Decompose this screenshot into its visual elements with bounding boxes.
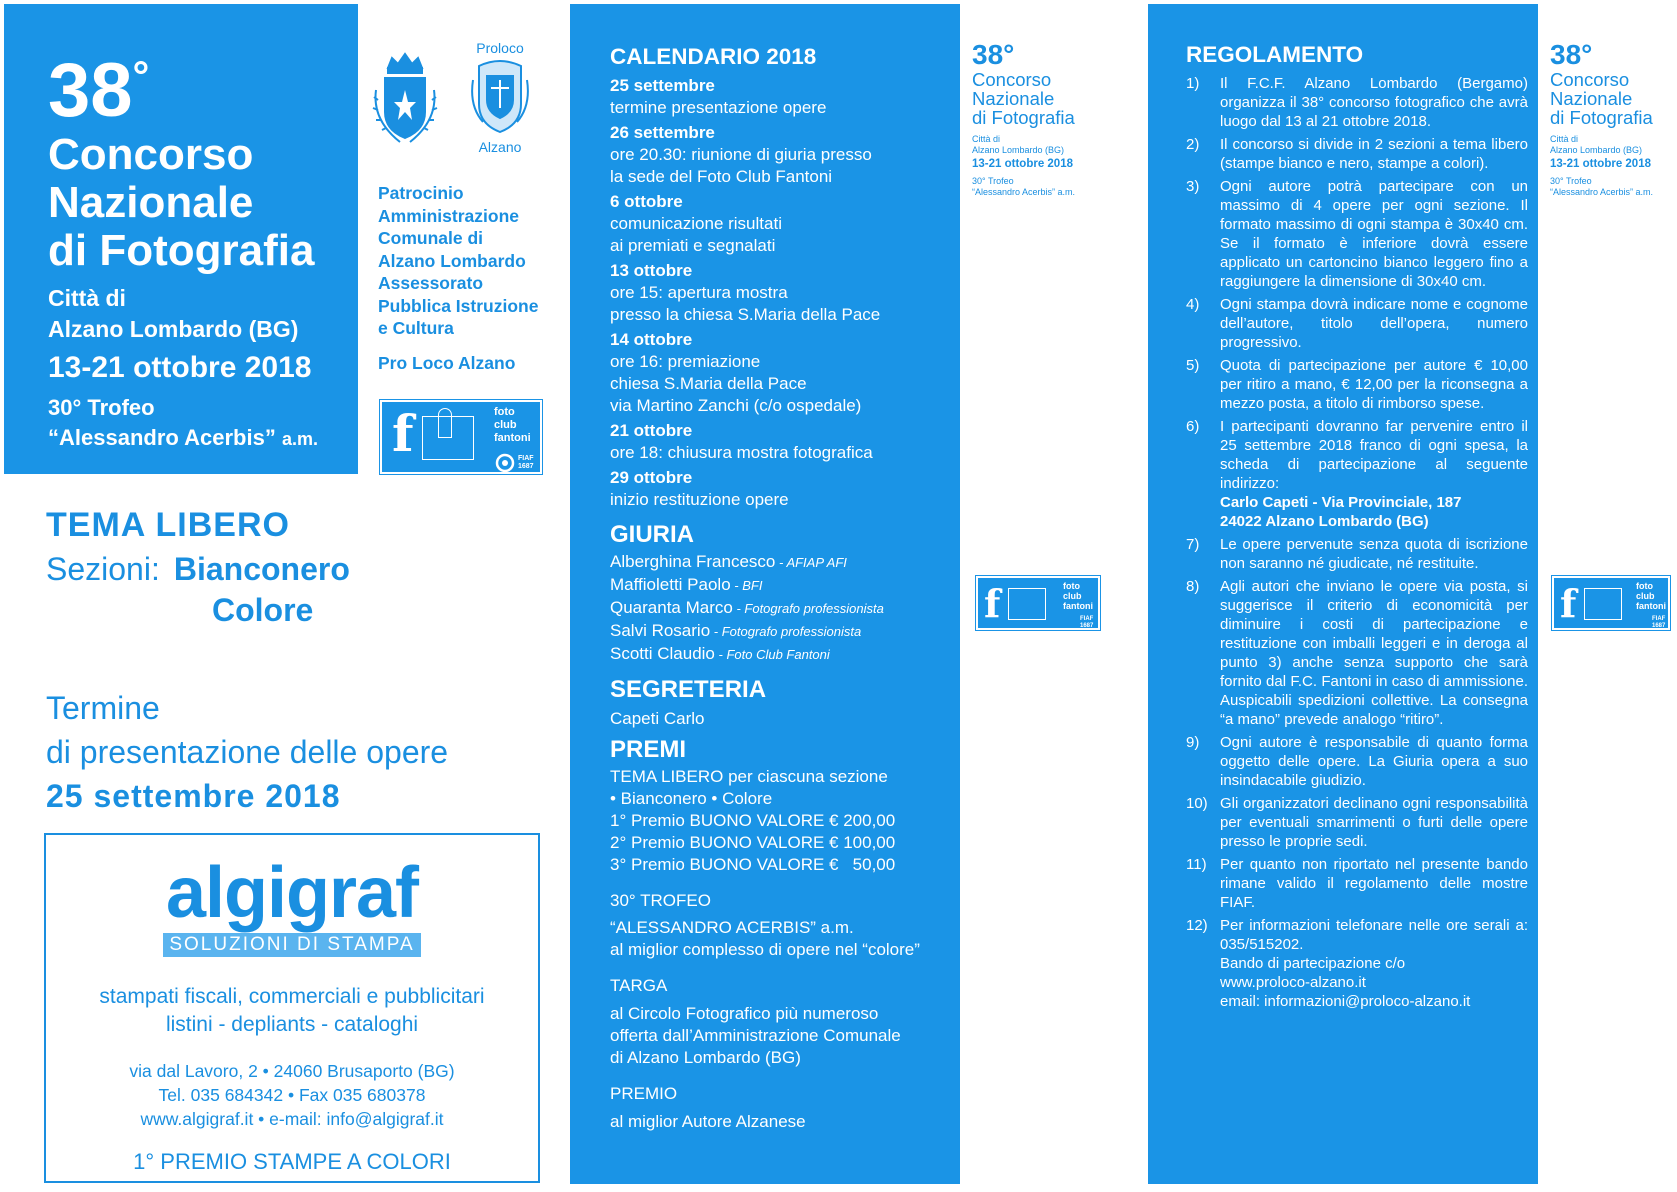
sponsor-desc: stampati fiscali, commerciali e pubblicitari listini - depliants - cataloghi xyxy=(99,985,485,1036)
sezioni-line: Sezioni: Bianconero xyxy=(46,551,350,587)
segreteria-name: Capeti Carlo xyxy=(610,709,705,728)
side-trofeo: 30° Trofeo “Alessandro Acerbis” a.m. xyxy=(972,176,1076,197)
rule-item: 8) Agli autori che inviano le opere via posta, si suggerisce il criterio di economicità per diminuire i costi di partecipazione e restituzione con imballi leggeri e in deroga al punto 3) anche senza supporto che sarà fornito dal F.C. Fantoni in caso di ammissione. Auspicabili spedizioni collettive. La consegna “a mano” prevede analogo “ritiro”. xyxy=(1186,578,1528,728)
contest-title: Concorso Nazionale di Fotografia xyxy=(48,130,315,275)
premi-list: TEMA LIBERO per ciascuna sezione • Bianconero • Colore 1° Premio BUONO VALORE € 200,00 2° Premio BUONO VALORE € 100,00 3° Premio BUONO VALORE € 50,00 xyxy=(610,767,896,874)
trofeo-block: 30° TROFEO “ALESSANDRO ACERBIS” a.m. al miglior complesso di opere nel “colore” xyxy=(610,891,920,959)
rule-item: 2) Il concorso si divide in 2 sezioni a tema libero (stampe bianco e nero, stampe a colori). xyxy=(1186,136,1528,172)
rule-item: 4) Ogni stampa dovrà indicare nome e cognome dell’autore, titolo dell’opera, numero progressivo. xyxy=(1186,296,1528,351)
termine-date: 25 settembre 2018 xyxy=(46,778,341,814)
rule-item: 6) I partecipanti dovranno far pervenire entro il 25 settembre 2018 franco di ogni spesa, la scheda di partecipazione al seguente indirizzo: Carlo Capeti - Via Provinciale, 187 24022 Alzano Lombardo (BG) xyxy=(1186,418,1528,530)
giuria-member: Quaranta Marco - Fotografo professionista xyxy=(610,598,884,617)
calendario-item: 26 settembre ore 20.30: riunione di giuria presso la sede del Foto Club Fantoni xyxy=(610,123,872,186)
proloco-alzano: Pro Loco Alzano xyxy=(378,352,516,373)
sponsor-ad xyxy=(44,833,540,1183)
regolamento-title: REGOLAMENTO xyxy=(1186,42,1364,67)
foto-club-fantoni-logo-small-right: f foto club fantoni FIAF 1687 xyxy=(1552,576,1670,630)
calendario-list xyxy=(610,75,960,511)
sponsor-logos xyxy=(370,40,540,170)
giuria-member: Alberghina Francesco - AFIAP AFI xyxy=(610,552,847,571)
event-dates: 13-21 ottobre 2018 xyxy=(48,351,312,384)
foto-club-fantoni-logo xyxy=(380,400,542,474)
termine-block xyxy=(46,686,448,818)
tema-title: TEMA LIBERO xyxy=(46,506,290,544)
proloco-crest-icon xyxy=(469,56,531,136)
fiaf-icon xyxy=(495,453,515,473)
calendario-panel xyxy=(570,4,960,1184)
logo-text: foto club fantoni xyxy=(494,406,531,444)
fiaf-text: FIAF 1687 xyxy=(518,455,534,470)
rule-item: 3) Ogni autore potrà partecipare con un massimo di 4 opere per ogni sezione. Il formato massimo di ogni stampa è 30x40 cm. Se il formato è inferiore dovrà essere applicato un cartoncino bianco leggero fino a raggiungere la dimensione di 30x40 cm. xyxy=(1186,178,1528,290)
tema-block xyxy=(46,506,350,629)
foto-club-fantoni-logo-small: f foto club fantoni FIAF 1687 xyxy=(976,576,1100,630)
city: Città di Alzano Lombardo (BG) xyxy=(48,285,299,342)
calendario-item: 21 ottobre ore 18: chiusura mostra fotografica xyxy=(610,421,873,462)
comune-crest-icon xyxy=(370,50,440,150)
side-contest-title: Concorso Nazionale di Fotografia xyxy=(1550,69,1653,128)
side-title-block-right xyxy=(1550,40,1677,198)
sponsor-tagline: SOLUZIONI DI STAMPA xyxy=(163,933,420,957)
side-edition-number: 38° xyxy=(1550,39,1593,70)
sezione-colore: Colore xyxy=(212,592,314,628)
giuria-member: Maffioletti Paolo - BFI xyxy=(610,575,763,594)
calendario-title: CALENDARIO 2018 xyxy=(610,44,817,69)
termine-desc: di presentazione delle opere xyxy=(46,734,449,770)
side-city: Città di Alzano Lombardo (BG) xyxy=(1550,134,1643,155)
side-title-block xyxy=(972,40,1102,198)
side-trofeo: 30° Trofeo “Alessandro Acerbis” a.m. xyxy=(1550,176,1654,197)
premi-title: PREMI xyxy=(610,736,687,763)
giuria-title: GIURIA xyxy=(610,521,694,548)
giuria-member: Scotti Claudio - Foto Club Fantoni xyxy=(610,644,830,663)
proloco-logo xyxy=(465,40,535,170)
rule-item: 10) Gli organizzatori declinano ogni responsabilità per eventuali smarrimenti o furti delle opere presso le proprie sedi. xyxy=(1186,795,1528,850)
premio-alzanese-block: PREMIO al miglior Autore Alzanese xyxy=(610,1084,806,1131)
title-block xyxy=(4,4,358,474)
logo-grid-icon xyxy=(438,408,452,438)
patrocinio: Patrocinio Amministrazione Comunale di Alzano Lombardo Assessorato Pubblica Istruzione e Cultura Pro Loco Alzano xyxy=(378,182,548,374)
edition-number: 38° xyxy=(48,48,150,133)
regolamento-panel xyxy=(1148,4,1538,1184)
giuria-list xyxy=(610,551,960,666)
rule-item: 1) Il F.C.F. Alzano Lombardo (Bergamo) organizza il 38° concorso fotografico che avrà luogo dal 13 al 21 ottobre 2018. xyxy=(1186,75,1528,130)
sponsor-name: algigraf xyxy=(165,853,419,933)
rule-item: 11) Per quanto non riportato nel presente bando rimane valido il regolamento delle mostre FIAF. xyxy=(1186,856,1528,911)
sponsor-premio: 1° PREMIO STAMPE A COLORI xyxy=(133,1149,451,1174)
side-city: Città di Alzano Lombardo (BG) xyxy=(972,134,1065,155)
trofeo: 30° Trofeo “Alessandro Acerbis” a.m. xyxy=(48,395,318,450)
giuria-member: Salvi Rosario - Fotografo professionista xyxy=(610,621,862,640)
rule-item: 12) Per informazioni telefonare nelle ore serali a: 035/515202. Bando di partecipazione c/o www.proloco-alzano.it email: informazioni@proloco-alzano.it xyxy=(1186,917,1528,1010)
alzano-label: Alzano xyxy=(478,139,522,155)
calendario-item: 13 ottobre ore 15: apertura mostra presso la chiesa S.Maria della Pace xyxy=(610,261,881,324)
segreteria-title: SEGRETERIA xyxy=(610,676,767,703)
logo-letter: f xyxy=(392,404,414,463)
calendario-item: 29 ottobre inizio restituzione opere xyxy=(610,468,789,509)
side-edition-number: 38° xyxy=(972,39,1015,70)
targa-block: TARGA al Circolo Fotografico più numeroso offerta dall’Amministrazione Comunale di Alzano Lombardo (BG) xyxy=(610,976,901,1067)
calendario-item: 6 ottobre comunicazione risultati ai premiati e segnalati xyxy=(610,192,782,255)
calendario-item: 25 settembre termine presentazione opere xyxy=(610,76,827,117)
rule-item: 9) Ogni autore è responsabile di quanto forma oggetto delle opere. La Giuria opera a suo insindacabile giudizio. xyxy=(1186,734,1528,789)
logo-grid-icon xyxy=(1008,588,1046,620)
termine-label: Termine xyxy=(46,690,160,726)
calendario-item: 14 ottobre ore 16: premiazione chiesa S.Maria della Pace via Martino Zanchi (c/o ospedale) xyxy=(610,330,862,415)
side-contest-title: Concorso Nazionale di Fotografia xyxy=(972,69,1075,128)
side-dates: 13-21 ottobre 2018 xyxy=(972,158,1073,170)
sponsor-address: via dal Lavoro, 2 • 24060 Brusaporto (BG) Tel. 035 684342 • Fax 035 680378 www.algigraf.it • e-mail: info@algigraf.it xyxy=(129,1061,455,1129)
side-dates: 13-21 ottobre 2018 xyxy=(1550,158,1651,170)
rules-list xyxy=(1186,74,1538,1011)
rule-item: 7) Le opere pervenute senza quota di iscrizione non saranno né giudicate, né restituite. xyxy=(1186,536,1528,572)
proloco-label: Proloco xyxy=(476,40,524,56)
logo-grid-icon xyxy=(1584,588,1622,620)
rule-item: 5) Quota di partecipazione per autore € 10,00 per ritiro a mano, € 12,00 per la riconsegna a mezzo posta, a titolo di rimborso spese. xyxy=(1186,357,1528,412)
